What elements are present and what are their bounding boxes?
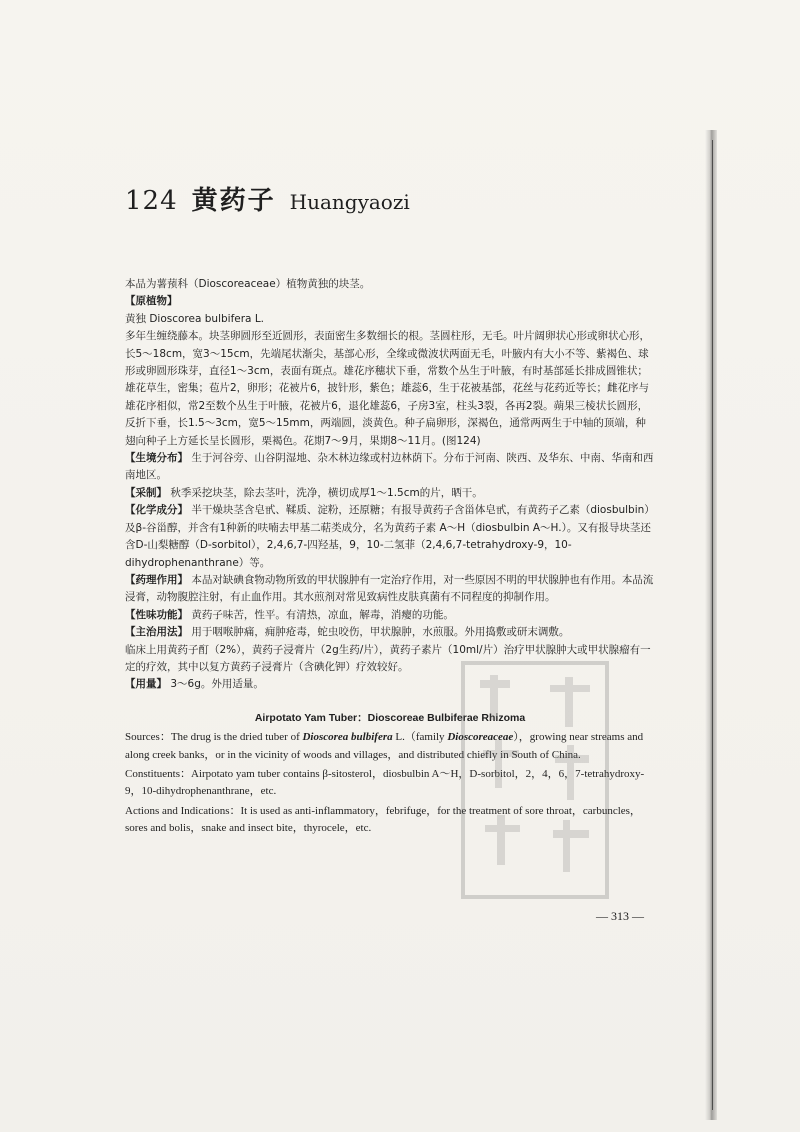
clinical-text: 临床上用黄药子酊（2%），黄药子浸膏片（2g生药/片），黄药子素片（10ml/片）治疗甲状腺肿大或甲状腺瘤有一定的疗效，其中以复方黄药子浸膏片（含碘化钾）疗效较好。 <box>125 643 651 673</box>
section-text: 用于咽喉肿痛，痈肿疮毒，蛇虫咬伤，甲状腺肿，水煎服。外用捣敷或研末调敷。 <box>191 626 570 639</box>
english-actions: Actions and Indications：It is used as anti-inflammatory，febrifuge，for the treatment of sore throat，carbuncles，sores and bolis，snake and insect bite，thyrocele，etc. <box>125 804 641 835</box>
section-pharmacology <box>125 572 655 607</box>
plant-species: 黄独 Dioscorea bulbifera L. <box>125 312 265 325</box>
section-chemistry <box>125 502 655 572</box>
entry-body <box>125 276 655 838</box>
english-sources-pre: The drug is the dried tuber of <box>170 731 303 744</box>
entry-number: 124 <box>125 186 178 216</box>
section-properties <box>125 607 655 624</box>
section-label: 【生境分布】 <box>125 452 188 465</box>
section-processing <box>125 485 655 502</box>
english-constituents: Constituents：Airpotato yam tuber contains β-sitosterol，diosbulbin A～H，D-sorbitol，2，4，6，7-tetrahydroxy-9，10-dihydrophenanthrane，etc. <box>125 767 645 798</box>
section-label: 【用量】 <box>125 678 167 691</box>
english-sources <box>125 729 655 764</box>
english-sources-mid: L.（family <box>392 731 448 744</box>
section-text: 本品对缺碘食物动物所致的甲状腺肿有一定治疗作用，对一些原因不明的甲状腺肿也有作用。本品流浸膏，动物腹腔注射，有止血作用。其水煎剂对常见致病性皮肤真菌有不同程度的抑制作用。 <box>125 573 654 604</box>
english-species: Dioscorea bulbifera <box>302 731 393 744</box>
english-family: Dioscoreaceae <box>447 731 514 744</box>
english-sources-label: Sources： <box>125 731 171 744</box>
section-label: 【主治用法】 <box>125 626 188 639</box>
intro-text: 本品为薯蓣科（Dioscoreaceae）植物黄独的块茎。 <box>125 278 371 290</box>
english-title: Airpotato Yam Tuber：Dioscoreae Bulbiferae Rhizoma <box>254 711 526 724</box>
entry-title-pinyin: Huangyaozi <box>289 190 410 214</box>
section-text: 半干燥块茎含皂甙、鞣质、淀粉，还原糖；有报导黄药子含甾体皂甙，有黄药子乙素（diosbulbin）及β-谷甾醇，并含有1种新的呋喃去甲基二萜类成分，名为黄药子素 A～H（diosbulbin A～H.）。又有报导块茎还含D-山梨糖醇（D-sorbitol），2,4,6,7-四羟基，9，10-二氢菲（2,4,6,7-tetrahydroxy-9，10-dihydrophenanthrane）等。 <box>125 504 655 569</box>
page-number: — 313 — <box>596 909 644 923</box>
section-text: 生于河谷旁、山谷阴湿地、杂木林边缘或村边林荫下。分布于河南、陕西、及华东、中南、华南和西南地区。 <box>125 452 654 482</box>
section-text: 3～6g。外用适量。 <box>170 678 264 691</box>
section-indications <box>125 624 655 641</box>
book-spine-shadow <box>705 130 717 1120</box>
section-text: 黄药子味苦，性平。有清热，凉血，解毒，消瘿的功能。 <box>191 608 454 621</box>
english-sources-post: ），growing near streams and along creek banks，or in the vicinity of woods and villages，and distributed chiefly in South of China. <box>125 731 644 761</box>
section-label: 【采制】 <box>125 486 167 499</box>
section-dosage <box>125 676 655 693</box>
section-label: 【药理作用】 <box>125 573 188 586</box>
plant-label: 【原植物】 <box>125 295 178 308</box>
section-text: 秋季采挖块茎，除去茎叶，洗净，横切成厚1～1.5cm的片，晒干。 <box>170 486 483 499</box>
entry-header <box>125 180 625 220</box>
section-habitat <box>125 450 655 485</box>
section-label: 【性味功能】 <box>125 608 188 621</box>
entry-title-cn: 黄药子 <box>191 186 276 216</box>
section-label: 【化学成分】 <box>125 504 188 517</box>
book-spine-line <box>712 140 713 1110</box>
plant-description: 多年生缠绕藤本。块茎卵圆形至近圆形，表面密生多数细长的根。茎圆柱形，无毛。叶片阔卵状心形或卵状心形，长5～18cm，宽3～15cm，先端尾状渐尖，基部心形，全缘或微波状两面无毛，叶腋内有大小不等、紫褐色、球形或卵圆形珠芽，直径1～3cm，表面有斑点。雄花序穗状下垂，常数个丛生于叶腋，有时基部延长排成圆锥状；雄花草生，密集；苞片2，卵形；花被片6，披针形，紫色；雄蕊6，生于花被基部，花丝与花药近等长；雌花序与雄花序相似，常2至数个丛生于叶腋，花被片6，退化雄蕊6，子房3室，柱头3裂，各再2裂。蒴果三棱状长圆形，反折下垂，长1.5～3cm，宽5～15mm，两端圆，淡黄色。种子扁卵形，深褐色，通常两两生于中轴的顶端，种翅向种子上方延长呈长圆形，栗褐色。花期7～9月，果期8～11月。(图124) <box>125 330 650 447</box>
